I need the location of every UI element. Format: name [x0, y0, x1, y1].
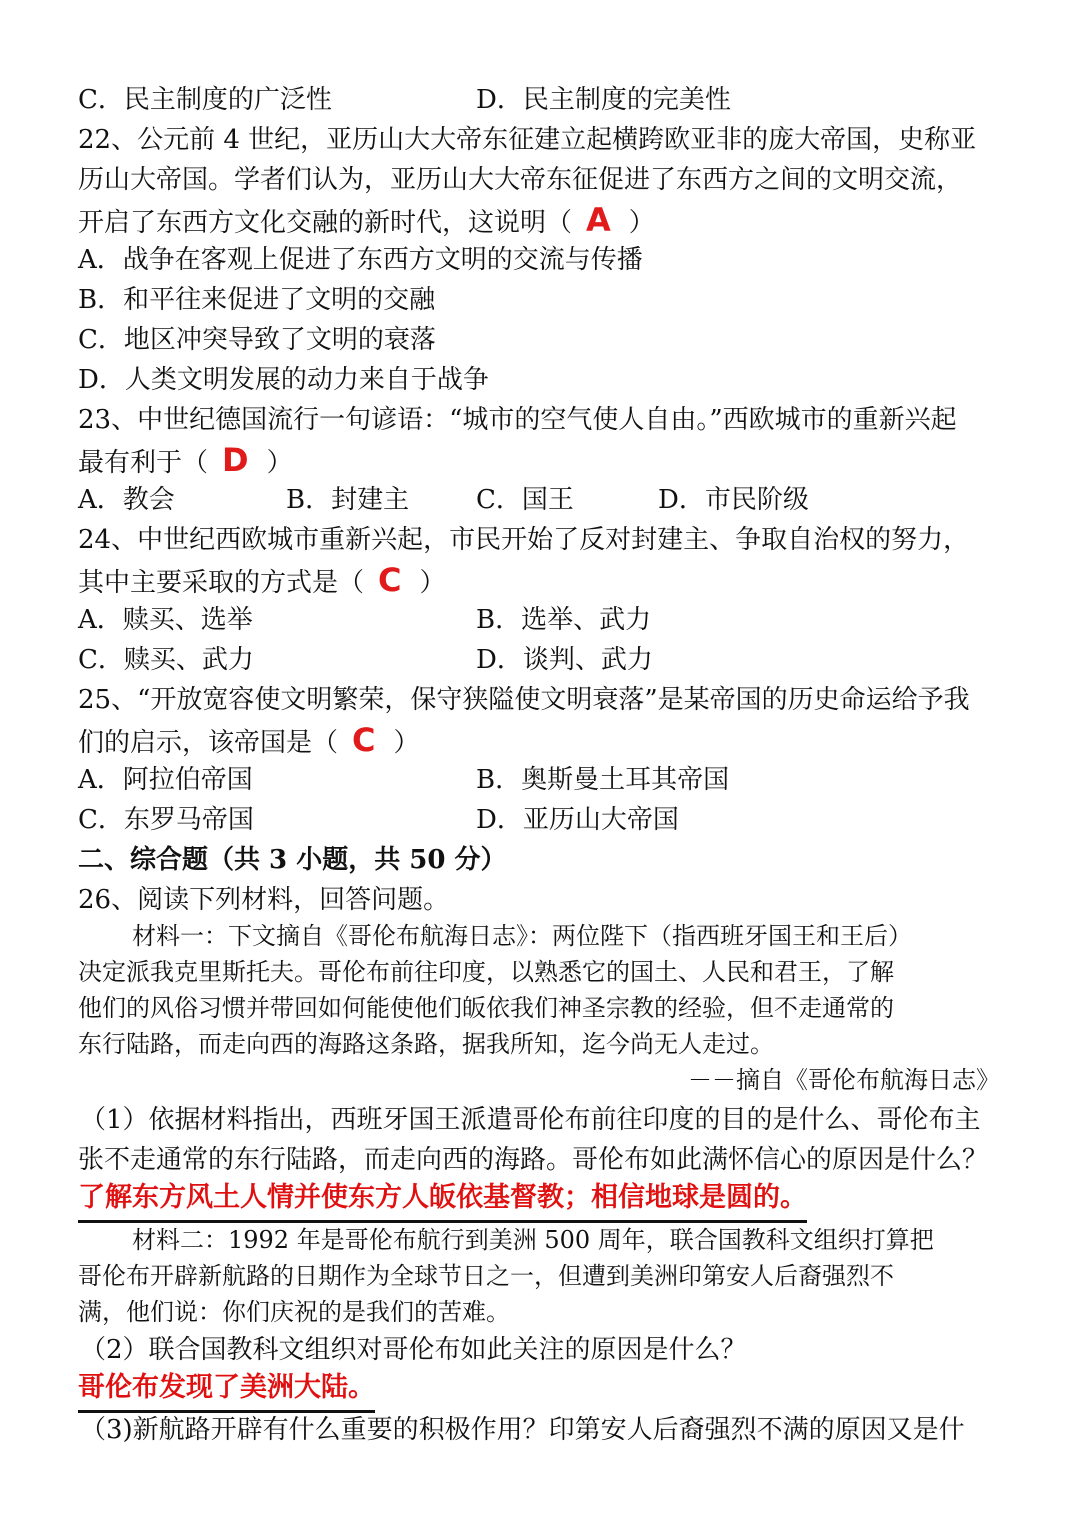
material-2-line-3: 满，他们说：你们庆祝的是我们的苦难。	[78, 1298, 510, 1326]
q22-option-a: A．战争在客观上促进了东西方文明的交流与传播	[78, 245, 643, 275]
q22-stem-line-2: 历山大帝国。学者们认为，亚历山大大帝东征促进了东西方之间的文明交流，	[78, 165, 963, 195]
q23-stem-line-2	[78, 440, 293, 483]
q24-stem-line-2	[78, 560, 446, 603]
q23-option-c: C．国王	[476, 485, 574, 515]
q22-stem-line-1: 22、公元前 4 世纪，亚历山大大帝东征建立起横跨欧亚非的庞大帝国，史称亚	[78, 125, 977, 155]
material-1-line-1: 材料一：下文摘自《哥伦布航海日志》：两位陛下（指西班牙国王和王后）	[132, 922, 912, 950]
q23-option-d: D．市民阶级	[658, 485, 809, 515]
q22-answer: A	[586, 201, 611, 239]
material-1-line-3: 他们的风俗习惯并带回如何能使他们皈依我们神圣宗教的经验，但不走通常的	[78, 994, 894, 1022]
q25-stem-text: 们的启示，该帝国是（	[78, 728, 339, 758]
q26-sub-2-answer: 哥伦布发现了美洲大陆。	[78, 1368, 375, 1413]
q25-option-b: B．奥斯曼土耳其帝国	[476, 765, 730, 795]
material-2-line-1: 材料二：1992 年是哥伦布航行到美洲 500 周年，联合国教科文组织打算把	[132, 1226, 934, 1254]
q22-close-paren: ）	[628, 208, 655, 238]
material-1-line-2: 决定派我克里斯托夫。哥伦布前往印度，以熟悉它的国土、人民和君王，了解	[78, 958, 894, 986]
q24-answer: C	[378, 561, 402, 599]
material-2-line-2: 哥伦布开辟新航路的日期作为全球节日之一，但遭到美洲印第安人后裔强烈不	[78, 1262, 894, 1290]
q25-stem-line-2	[78, 720, 420, 763]
material-1-source: －－摘自《哥伦布航海日志》	[688, 1066, 1000, 1094]
q26-sub-1-line-2: 张不走通常的东行陆路，而走向西的海路。哥伦布如此满怀信心的原因是什么？	[78, 1145, 989, 1175]
q22-stem-line-3	[78, 200, 655, 243]
q23-stem-text: 最有利于（	[78, 448, 209, 478]
q25-option-d: D．亚历山大帝国	[476, 805, 679, 835]
q26-sub-1-line-1: （1）依据材料指出，西班牙国王派遣哥伦布前往印度的目的是什么、哥伦布主	[80, 1105, 981, 1135]
q26-sub-2: （2）联合国教科文组织对哥伦布如此关注的原因是什么？	[80, 1335, 747, 1365]
q21-option-c: C．民主制度的广泛性	[78, 85, 332, 115]
q23-option-b: B．封建主	[286, 485, 410, 515]
q23-stem-line-1: 23、中世纪德国流行一句谚语：“城市的空气使人自由。”西欧城市的重新兴起	[78, 405, 957, 435]
q21-option-d: D．民主制度的完美性	[476, 85, 731, 115]
q24-option-b: B．选举、武力	[476, 605, 652, 635]
q25-stem-line-1: 25、“开放宽容使文明繁荣，保守狭隘使文明衰落”是某帝国的历史命运给予我	[78, 685, 970, 715]
q23-close-paren: ）	[266, 448, 293, 478]
q26-stem: 26、阅读下列材料，回答问题。	[78, 885, 450, 915]
q24-option-a: A．赎买、选举	[78, 605, 253, 635]
q24-option-d: D．谈判、武力	[476, 645, 653, 675]
q26-sub-1-answer: 了解东方风土人情并使东方人皈依基督教；相信地球是圆的。	[78, 1178, 807, 1223]
q25-option-a: A．阿拉伯帝国	[78, 765, 253, 795]
section-2-heading: 二、综合题（共 3 小题，共 50 分）	[78, 845, 507, 875]
q22-option-c: C．地区冲突导致了文明的衰落	[78, 325, 436, 355]
q24-stem-line-1: 24、中世纪西欧城市重新兴起，市民开始了反对封建主、争取自治权的努力，	[78, 525, 970, 555]
q25-close-paren: ）	[393, 728, 420, 758]
q22-option-b: B．和平往来促进了文明的交融	[78, 285, 436, 315]
q24-option-c: C．赎买、武力	[78, 645, 254, 675]
q23-answer: D	[222, 441, 249, 479]
q25-option-c: C．东罗马帝国	[78, 805, 254, 835]
q22-stem-text: 开启了东西方文化交融的新时代，这说明（	[78, 208, 573, 238]
q23-option-a: A．教会	[78, 485, 175, 515]
q24-stem-text: 其中主要采取的方式是（	[78, 568, 365, 598]
material-1-line-4: 东行陆路，而走向西的海路这条路，据我所知，迄今尚无人走过。	[78, 1030, 774, 1058]
q24-close-paren: ）	[419, 568, 446, 598]
q26-sub-3: （3)新航路开辟有什么重要的积极作用？印第安人后裔强烈不满的原因又是什	[80, 1415, 965, 1445]
q22-option-d: D．人类文明发展的动力来自于战争	[78, 365, 489, 395]
q25-answer: C	[352, 721, 376, 759]
